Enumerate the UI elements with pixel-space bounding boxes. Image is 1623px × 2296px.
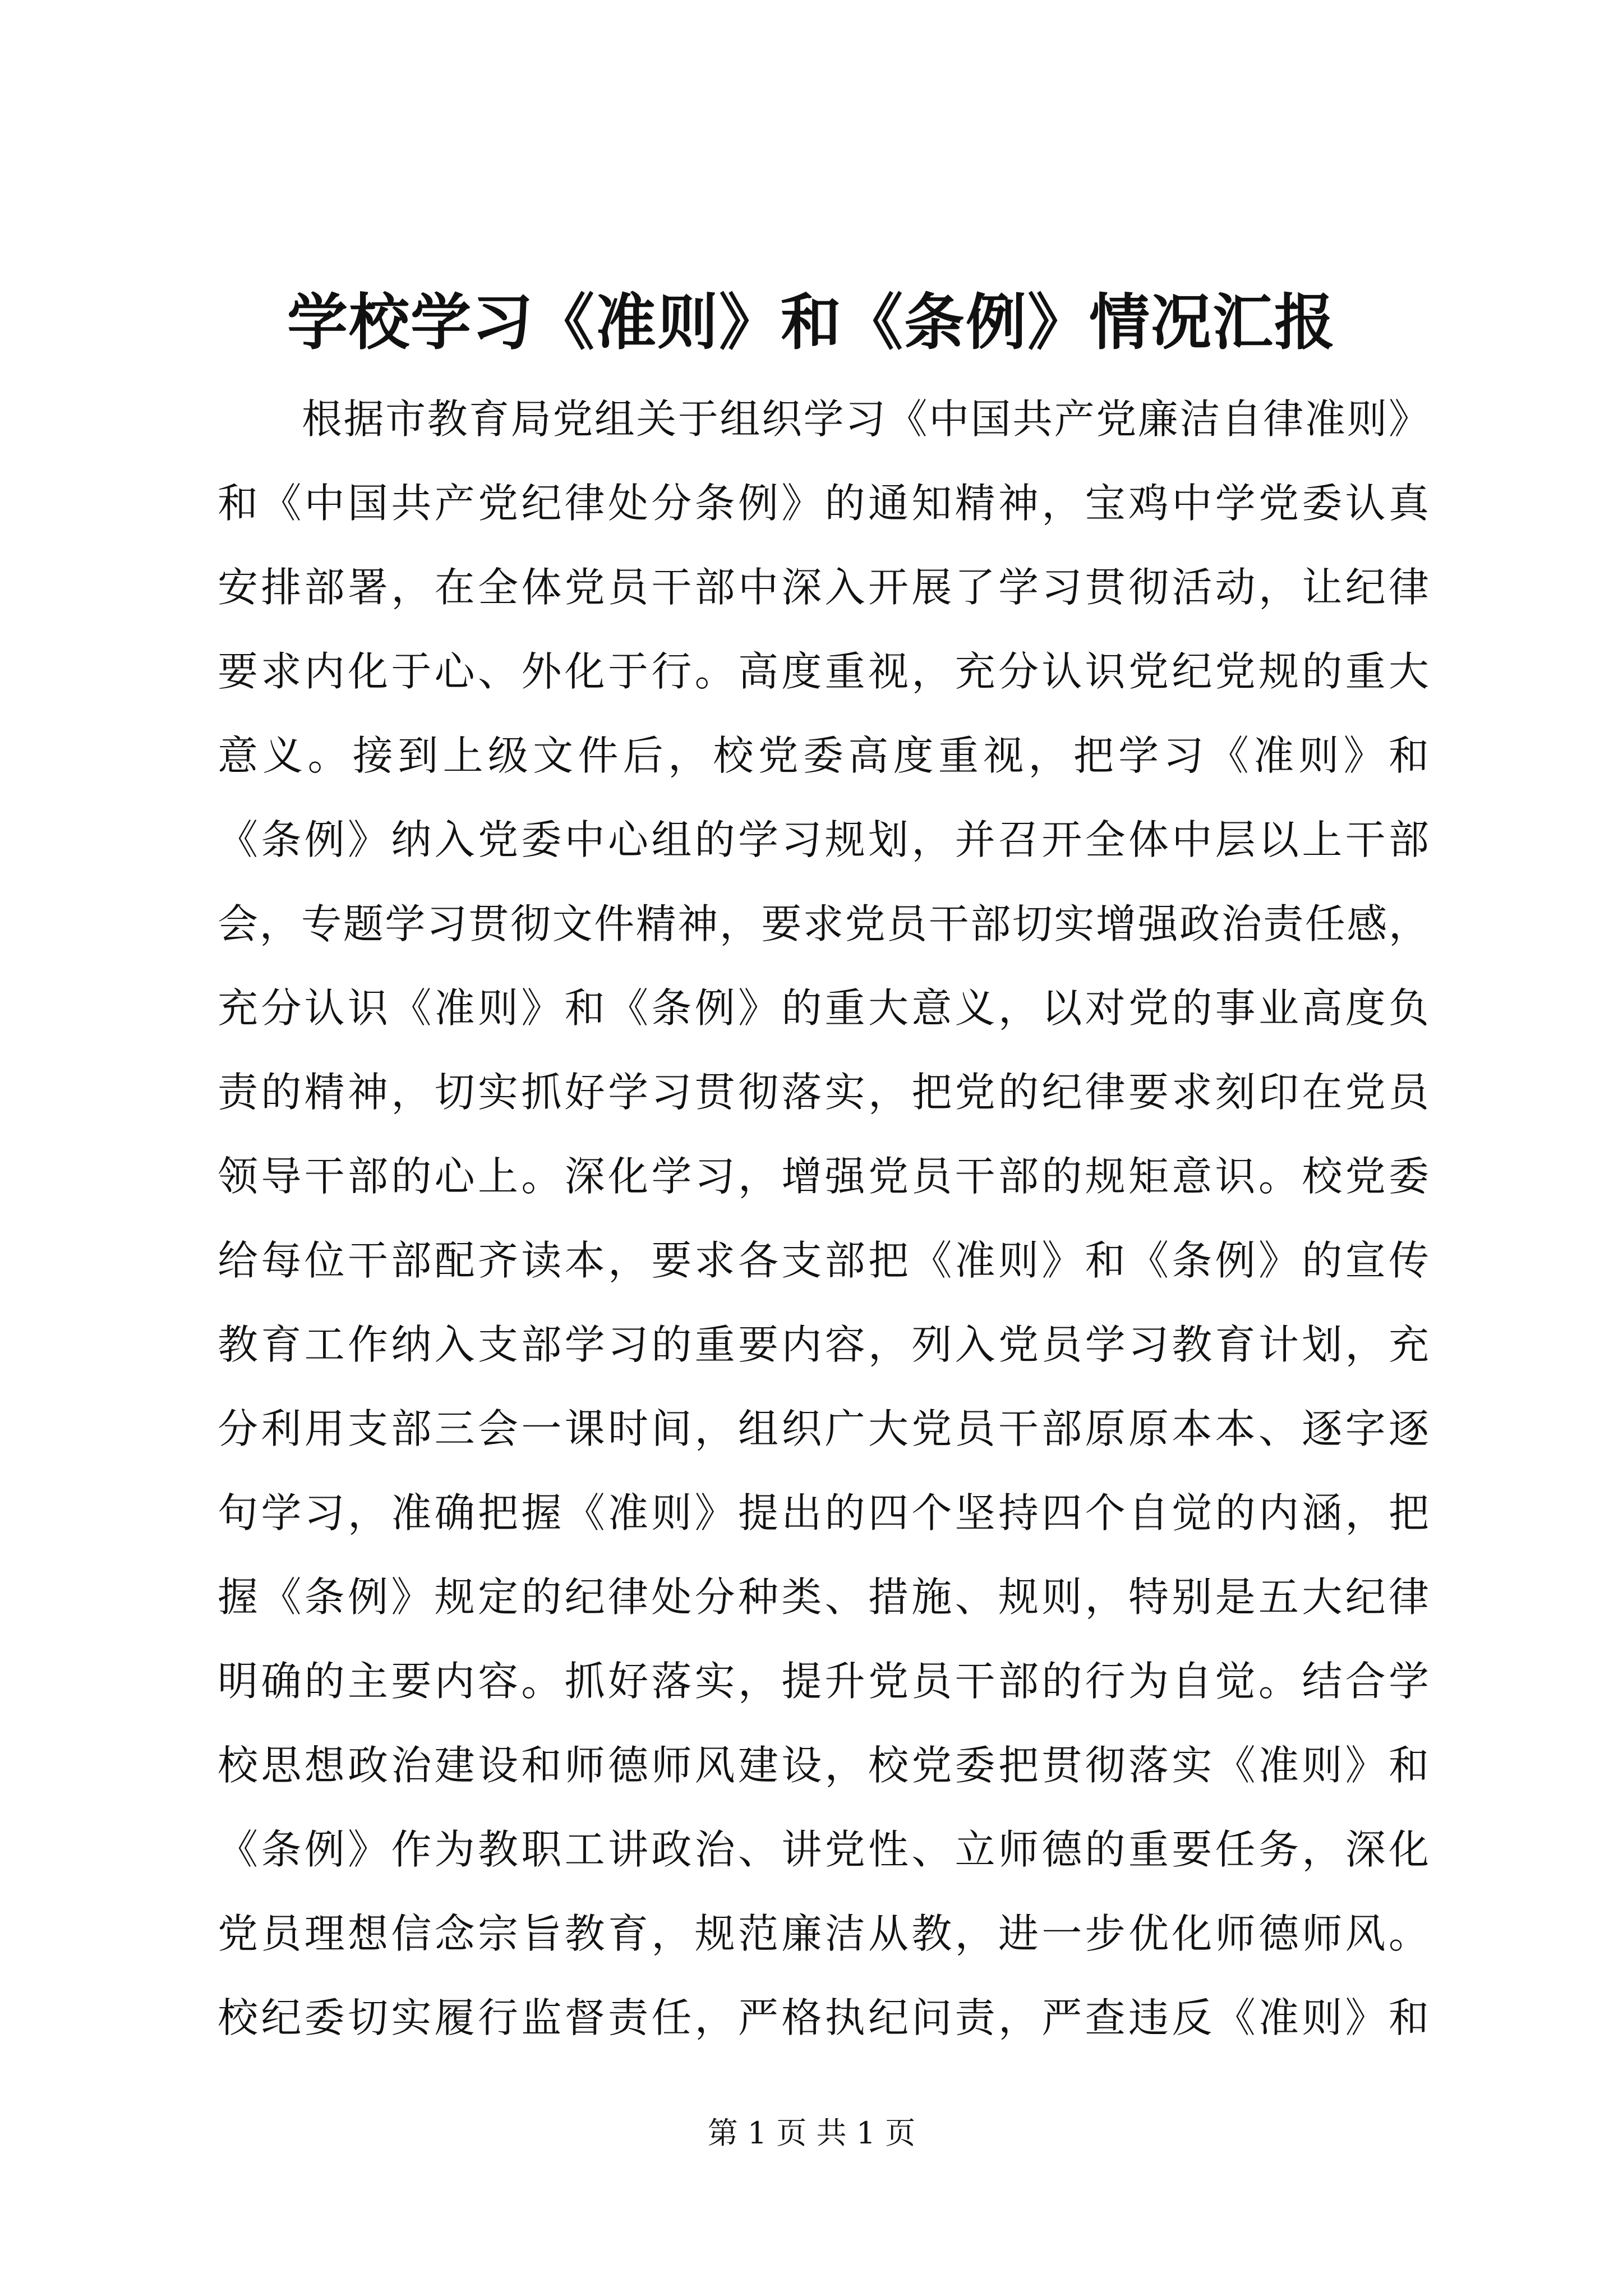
body-line-10: 领导干部的心上。深化学习，增强党员干部的规矩意识。校党委: [218, 1153, 1429, 1200]
body-line-12: 教育工作纳入支部学习的重要内容，列入党员学习教育计划，充: [218, 1321, 1429, 1368]
body-line-14: 句学习，准确把握《准则》提出的四个坚持四个自觉的内涵，把: [218, 1489, 1429, 1536]
document-body: [218, 377, 1429, 2060]
body-line-3: 安排部署，在全体党员干部中深入开展了学习贯彻活动，让纪律: [218, 564, 1429, 611]
body-line-13: 分利用支部三会一课时间，组织广大党员干部原原本本、逐字逐: [218, 1405, 1429, 1452]
body-line-11: 给每位干部配齐读本，要求各支部把《准则》和《条例》的宣传: [218, 1237, 1429, 1284]
body-line-6: 《条例》纳入党委中心组的学习规划，并召开全体中层以上干部: [218, 816, 1429, 863]
body-line-1: 根据市教育局党组关于组织学习《中国共产党廉洁自律准则》: [302, 395, 1429, 443]
body-line-18: 《条例》作为教职工讲政治、讲党性、立师德的重要任务，深化: [218, 1826, 1429, 1873]
body-line-15: 握《条例》规定的纪律处分种类、措施、规则，特别是五大纪律: [218, 1573, 1429, 1621]
body-line-20: 校纪委切实履行监督责任，严格执纪问责，严查违反《准则》和: [218, 1994, 1429, 2041]
body-line-2: 和《中国共产党纪律处分条例》的通知精神，宝鸡中学党委认真: [218, 480, 1429, 527]
document-title: 学校学习《准则》和《条例》情况汇报: [287, 287, 1336, 358]
body-line-5: 意义。接到上级文件后，校党委高度重视，把学习《准则》和: [218, 732, 1429, 779]
body-line-9: 责的精神，切实抓好学习贯彻落实，把党的纪律要求刻印在党员: [218, 1069, 1429, 1116]
body-line-16: 明确的主要内容。抓好落实，提升党员干部的行为自觉。结合学: [218, 1658, 1429, 1705]
body-line-8: 充分认识《准则》和《条例》的重大意义，以对党的事业高度负: [218, 984, 1429, 1032]
body-line-7: 会，专题学习贯彻文件精神，要求党员干部切实增强政治责任感，: [218, 900, 1429, 947]
page-number-footer: 第 1 页 共 1 页: [707, 2115, 916, 2151]
body-line-19: 党员理想信念宗旨教育，规范廉洁从教，进一步优化师德师风。: [218, 1910, 1429, 1957]
body-line-17: 校思想政治建设和师德师风建设，校党委把贯彻落实《准则》和: [218, 1742, 1429, 1789]
body-line-4: 要求内化于心、外化于行。高度重视，充分认识党纪党规的重大: [218, 648, 1429, 695]
